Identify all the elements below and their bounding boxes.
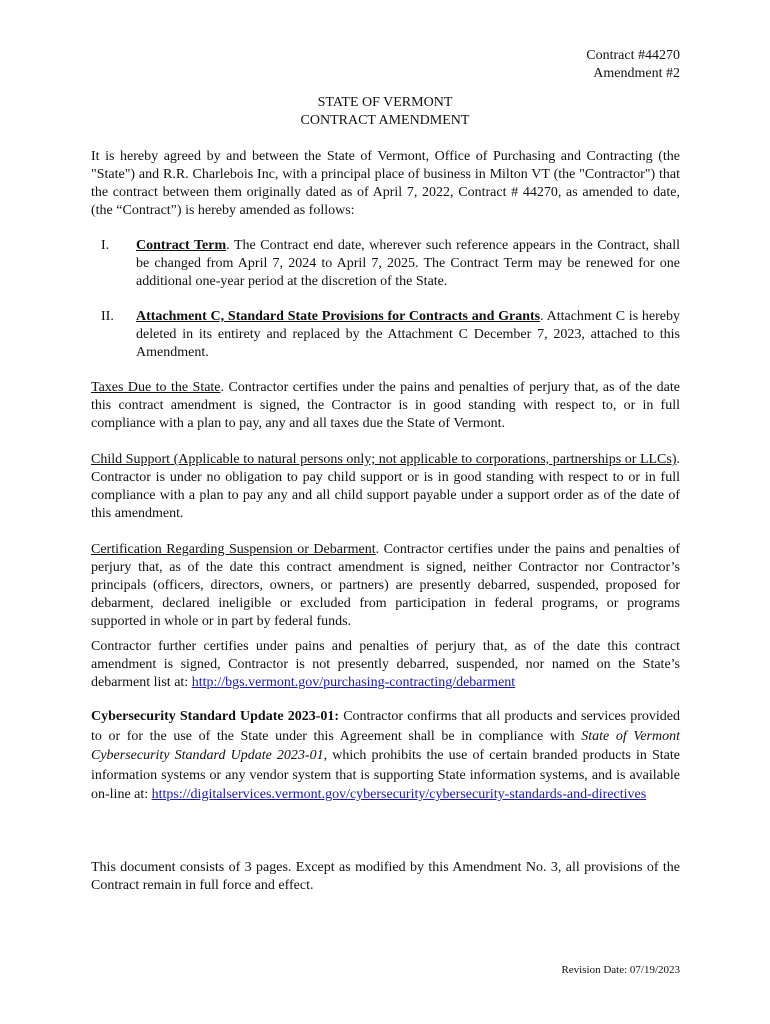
further-text: Contractor further certifies under pains and penalties of perjury that, as of the date this contract amendment is signed, Contractor is not presently debarred, suspended, nor named on the State’s debarment list at: (91, 639, 680, 690)
child-support-text: . Contractor is under no obligation to pay child support or is in good standing with respect to or in full compliance with a plan to pay any and all child support payable under a support order as of the date of this amendment. (91, 452, 680, 521)
contract-header (586, 47, 680, 83)
child-support-paragraph (91, 451, 680, 523)
cybersecurity-standard-title: State of Vermont Cybersecurity Standard Update 2023-01 (91, 728, 680, 763)
revision-date: Revision Date: 07/19/2023 (561, 964, 680, 976)
title-line-1: STATE OF VERMONT (317, 95, 453, 110)
amendment-item-2 (91, 308, 680, 364)
item-heading: Attachment C, Standard State Provisions for Contracts and Grants (136, 309, 541, 324)
further-certification-paragraph (91, 638, 680, 692)
debarment-list-link[interactable]: http://bgs.vermont.gov/purchasing-contracting/debarment (191, 675, 516, 690)
child-support-heading: Child Support (Applicable to natural persons only; not applicable to corporations, partnerships or LLCs) (91, 452, 677, 467)
item-text: . Attachment C is hereby deleted in its entirety and replaced by the Attachment C December 7, 2023, attached to this Amendment. (136, 309, 680, 360)
debarment-paragraph (91, 541, 680, 631)
cybersecurity-heading: Cybersecurity Standard Update 2023-01: (91, 709, 340, 724)
intro-paragraph: It is hereby agreed by and between the State of Vermont, Office of Purchasing and Contracting (the "State") and R.R. Charlebois Inc, with a principal place of business in Milton VT (the "Contractor") that the contract between them originally dated as of April 7, 2022, Contract # 44270, as amended to date, (the “Contract”) is hereby amended as follows: (91, 149, 680, 218)
item-text: . The Contract end date, wherever such reference appears in the Contract, shall be changed from April 7, 2024 to April 7, 2025. The Contract Term may be renewed for one additional one-year period at the discretion of the State. (136, 238, 680, 289)
cybersecurity-standards-link[interactable]: https://digitalservices.vermont.gov/cybersecurity/cybersecurity-standards-and-directives (151, 787, 647, 802)
cybersecurity-text-2: , which prohibits the use of certain branded products in State information systems or any vendor system that is supporting State information systems, and is available on-line at: (91, 748, 680, 802)
item-numeral: I. (101, 238, 110, 253)
taxes-paragraph (91, 379, 680, 433)
item-numeral: II. (101, 309, 114, 324)
item-body (136, 308, 680, 362)
amendment-number: Amendment #2 (593, 66, 680, 81)
closing-paragraph: This document consists of 3 pages. Except as modified by this Amendment No. 3, all provisions of the Contract remain in full force and effect. (91, 860, 680, 893)
document-title (0, 94, 770, 130)
amendment-item-1 (91, 237, 680, 293)
taxes-heading: Taxes Due to the State (91, 380, 221, 395)
taxes-text: . Contractor certifies under the pains and penalties of perjury that, as of the date this contract amendment is signed, the Contractor is in good standing with respect to, or in full compliance with a plan to pay, any and all taxes due the State of Vermont. (91, 380, 680, 431)
cybersecurity-paragraph (91, 707, 680, 805)
debarment-text: . Contractor certifies under the pains and penalties of perjury that, as of the date this contract amendment is signed, neither Contractor nor Contractor’s principals (officers, directors, owners, or partners) are presently debarred, suspended, proposed for debarment, declared ineligible or excluded from participation in federal programs, or programs supported in whole or in part by federal funds. (91, 542, 680, 629)
title-line-2: CONTRACT AMENDMENT (300, 113, 470, 128)
debarment-heading: Certification Regarding Suspension or Debarment (91, 542, 376, 557)
contract-number: Contract #44270 (586, 48, 680, 63)
cybersecurity-text-1: Contractor confirms that all products and services provided to or for the use of the State under this Agreement shall be in compliance with (91, 709, 681, 744)
item-heading: Contract Term (136, 238, 227, 253)
item-body (136, 237, 680, 291)
